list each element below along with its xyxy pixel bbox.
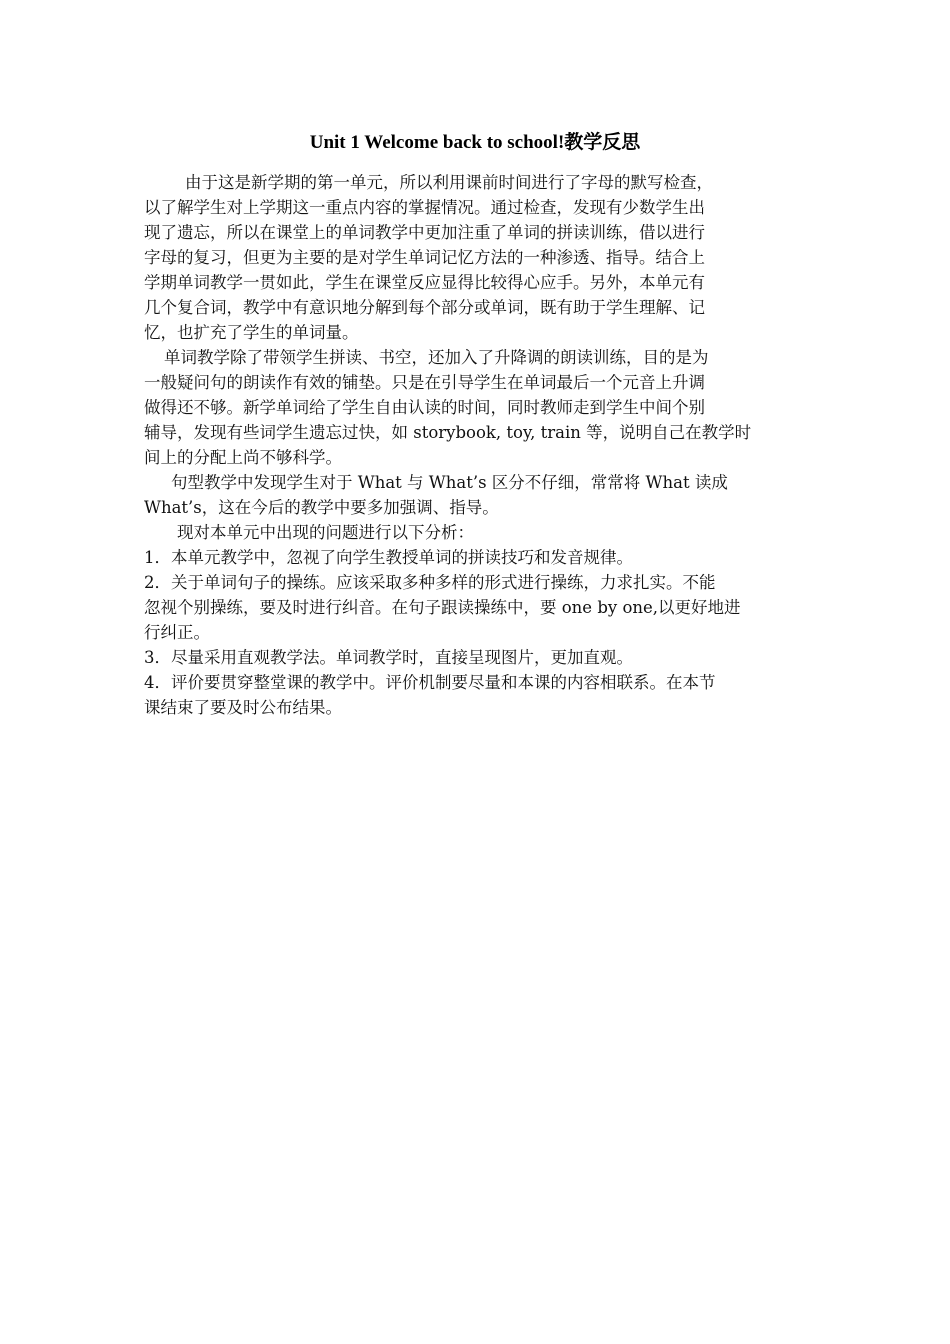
spread-char: ， <box>160 323 177 342</box>
paragraph-line: 由于这是新学期的第一单元，所以利用课前时间进行了字母的默写检查， <box>185 173 713 192</box>
paragraph-word-teaching <box>144 345 806 470</box>
list-item-line: 课结束了要及时公布结果。 <box>144 698 342 717</box>
spread-char: 分 <box>193 448 210 467</box>
paragraph-spread-line <box>144 320 806 345</box>
spread-char: 学 <box>309 448 326 467</box>
spread-char: 。 <box>342 323 359 342</box>
spread-char: 不 <box>259 448 276 467</box>
list-item-line: 行纠正。 <box>144 623 210 642</box>
analysis-list <box>144 545 806 720</box>
list-item-line: 2．关于单词句子的操练。应该采取多种多样的形式进行操练，力求扎实。不能 <box>144 573 716 592</box>
spread-char: 了 <box>226 323 243 342</box>
spread-char: 科 <box>292 448 309 467</box>
spread-char: 间 <box>144 448 161 467</box>
paragraph-sentence-patterns <box>144 470 806 520</box>
list-item <box>144 570 806 645</box>
spread-char: 上 <box>160 448 177 467</box>
list-item-line: 4．评价要贯穿整堂课的教学中。评价机制要尽量和本课的内容相联系。在本节 <box>144 673 716 692</box>
spread-char: 充 <box>210 323 227 342</box>
spread-char: 量 <box>325 323 342 342</box>
paragraph-line: 做得还不够。新学单词给了学生自由认读的时间，同时教师走到学生中间个别 <box>144 398 705 417</box>
spread-char: 词 <box>309 323 326 342</box>
paragraph-line: 以了解学生对上学期这一重点内容的掌握情况。通过检查，发现有少数学生出 <box>144 198 705 217</box>
paragraph-line: 现了遗忘，所以在课堂上的单词教学中更加注重了单词的拼读训练，借以进行 <box>144 223 705 242</box>
spread-char: 生 <box>259 323 276 342</box>
list-item <box>144 670 806 720</box>
paragraph-vocabulary-review <box>144 170 806 345</box>
spread-char: 。 <box>325 448 342 467</box>
paragraph-line: 现对本单元中出现的问题进行以下分析： <box>177 523 474 542</box>
spread-char: 也 <box>177 323 194 342</box>
spread-char: 的 <box>276 323 293 342</box>
paragraph-line: 几个复合词，教学中有意识地分解到每个部分或单词，既有助于学生理解、记 <box>144 298 705 317</box>
spread-char: 扩 <box>193 323 210 342</box>
list-item <box>144 545 806 570</box>
paragraph-analysis-intro <box>144 520 806 545</box>
paragraph-line: 句型教学中发现学生对于 What 与 What’s 区分不仔细，常常将 What 读成 <box>171 473 728 492</box>
paragraph-line: What’s，这在今后的教学中要多加强调、指导。 <box>144 498 499 517</box>
spread-char: 的 <box>177 448 194 467</box>
paragraph-line: 一般疑问句的朗读作有效的铺垫。只是在引导学生在单词最后一个元音上升调 <box>144 373 705 392</box>
list-item-line: 3．尽量采用直观教学法。单词教学时，直接呈现图片，更加直观。 <box>144 648 633 667</box>
list-item-line: 1．本单元教学中，忽视了向学生教授单词的拼读技巧和发音规律。 <box>144 548 633 567</box>
spread-char: 配 <box>210 448 227 467</box>
spread-char: 上 <box>226 448 243 467</box>
paragraph-line: 学期单词教学一贯如此，学生在课堂反应显得比较得心应手。另外，本单元有 <box>144 273 705 292</box>
spread-char: 尚 <box>243 448 260 467</box>
list-item <box>144 645 806 670</box>
paragraph-spread-line <box>144 445 806 470</box>
paragraph-line: 辅导，发现有些词学生遗忘过快，如 storybook, toy, train 等，说明自己在教学时 <box>144 423 752 442</box>
spread-char: 单 <box>292 323 309 342</box>
list-item-line: 忽视个别操练，要及时进行纠音。在句子跟读操练中，要 one by one,以更好地进 <box>144 598 741 617</box>
spread-char: 够 <box>276 448 293 467</box>
spread-char: 忆 <box>144 323 161 342</box>
document-body <box>144 130 806 720</box>
spread-char: 学 <box>243 323 260 342</box>
paragraph-line: 单词教学除了带领学生拼读、书空，还加入了升降调的朗读训练，目的是为 <box>164 348 709 367</box>
document-title: Unit 1 Welcome back to school!教学反思 <box>309 132 641 153</box>
paragraph-line: 字母的复习，但更为主要的是对学生单词记忆方法的一种渗透、指导。结合上 <box>144 248 705 267</box>
